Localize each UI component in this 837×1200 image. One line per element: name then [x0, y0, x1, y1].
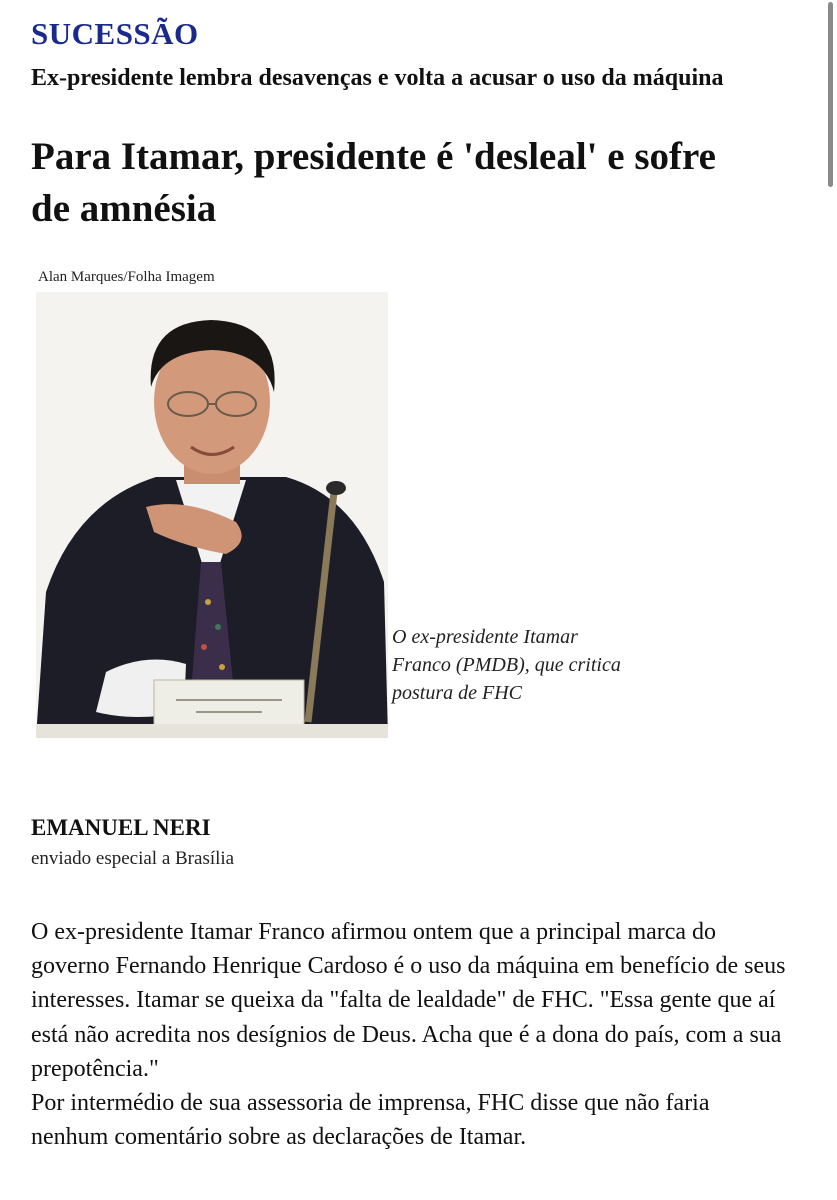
- article-subheadline: Ex-presidente lembra desavenças e volta a acusar o uso da máquina: [31, 65, 724, 91]
- body-paragraph: O ex-presidente Itamar Franco afirmou ontem que a principal marca do governo Fernando Henrique Cardoso é o uso da máquina em benefício de seus interesses. Itamar se queixa da "falta de lealdade" de FHC. "Essa gente que aí está não acredita nos desígnios de Deus. Acha que é a dona do país, com a sua prepotência.": [31, 919, 786, 1082]
- photo-credit: Alan Marques/Folha Imagem: [38, 269, 215, 285]
- article-photo: [36, 292, 388, 738]
- author-name: EMANUEL NERI: [31, 815, 211, 840]
- section-label: SUCESSÃO: [31, 16, 199, 51]
- author-role: enviado especial a Brasília: [31, 848, 235, 869]
- article-body: [31, 915, 791, 1154]
- article-headline: Para Itamar, presidente é 'desleal' e sofre de amnésia: [31, 135, 716, 230]
- photo-caption: O ex-presidente Itamar Franco (PMDB), que critica postura de FHC: [392, 626, 621, 704]
- body-paragraph: Por intermédio de sua assessoria de imprensa, FHC disse que não faria nenhum comentário sobre as declarações de Itamar.: [31, 1090, 710, 1151]
- scrollbar-thumb[interactable]: [828, 2, 833, 187]
